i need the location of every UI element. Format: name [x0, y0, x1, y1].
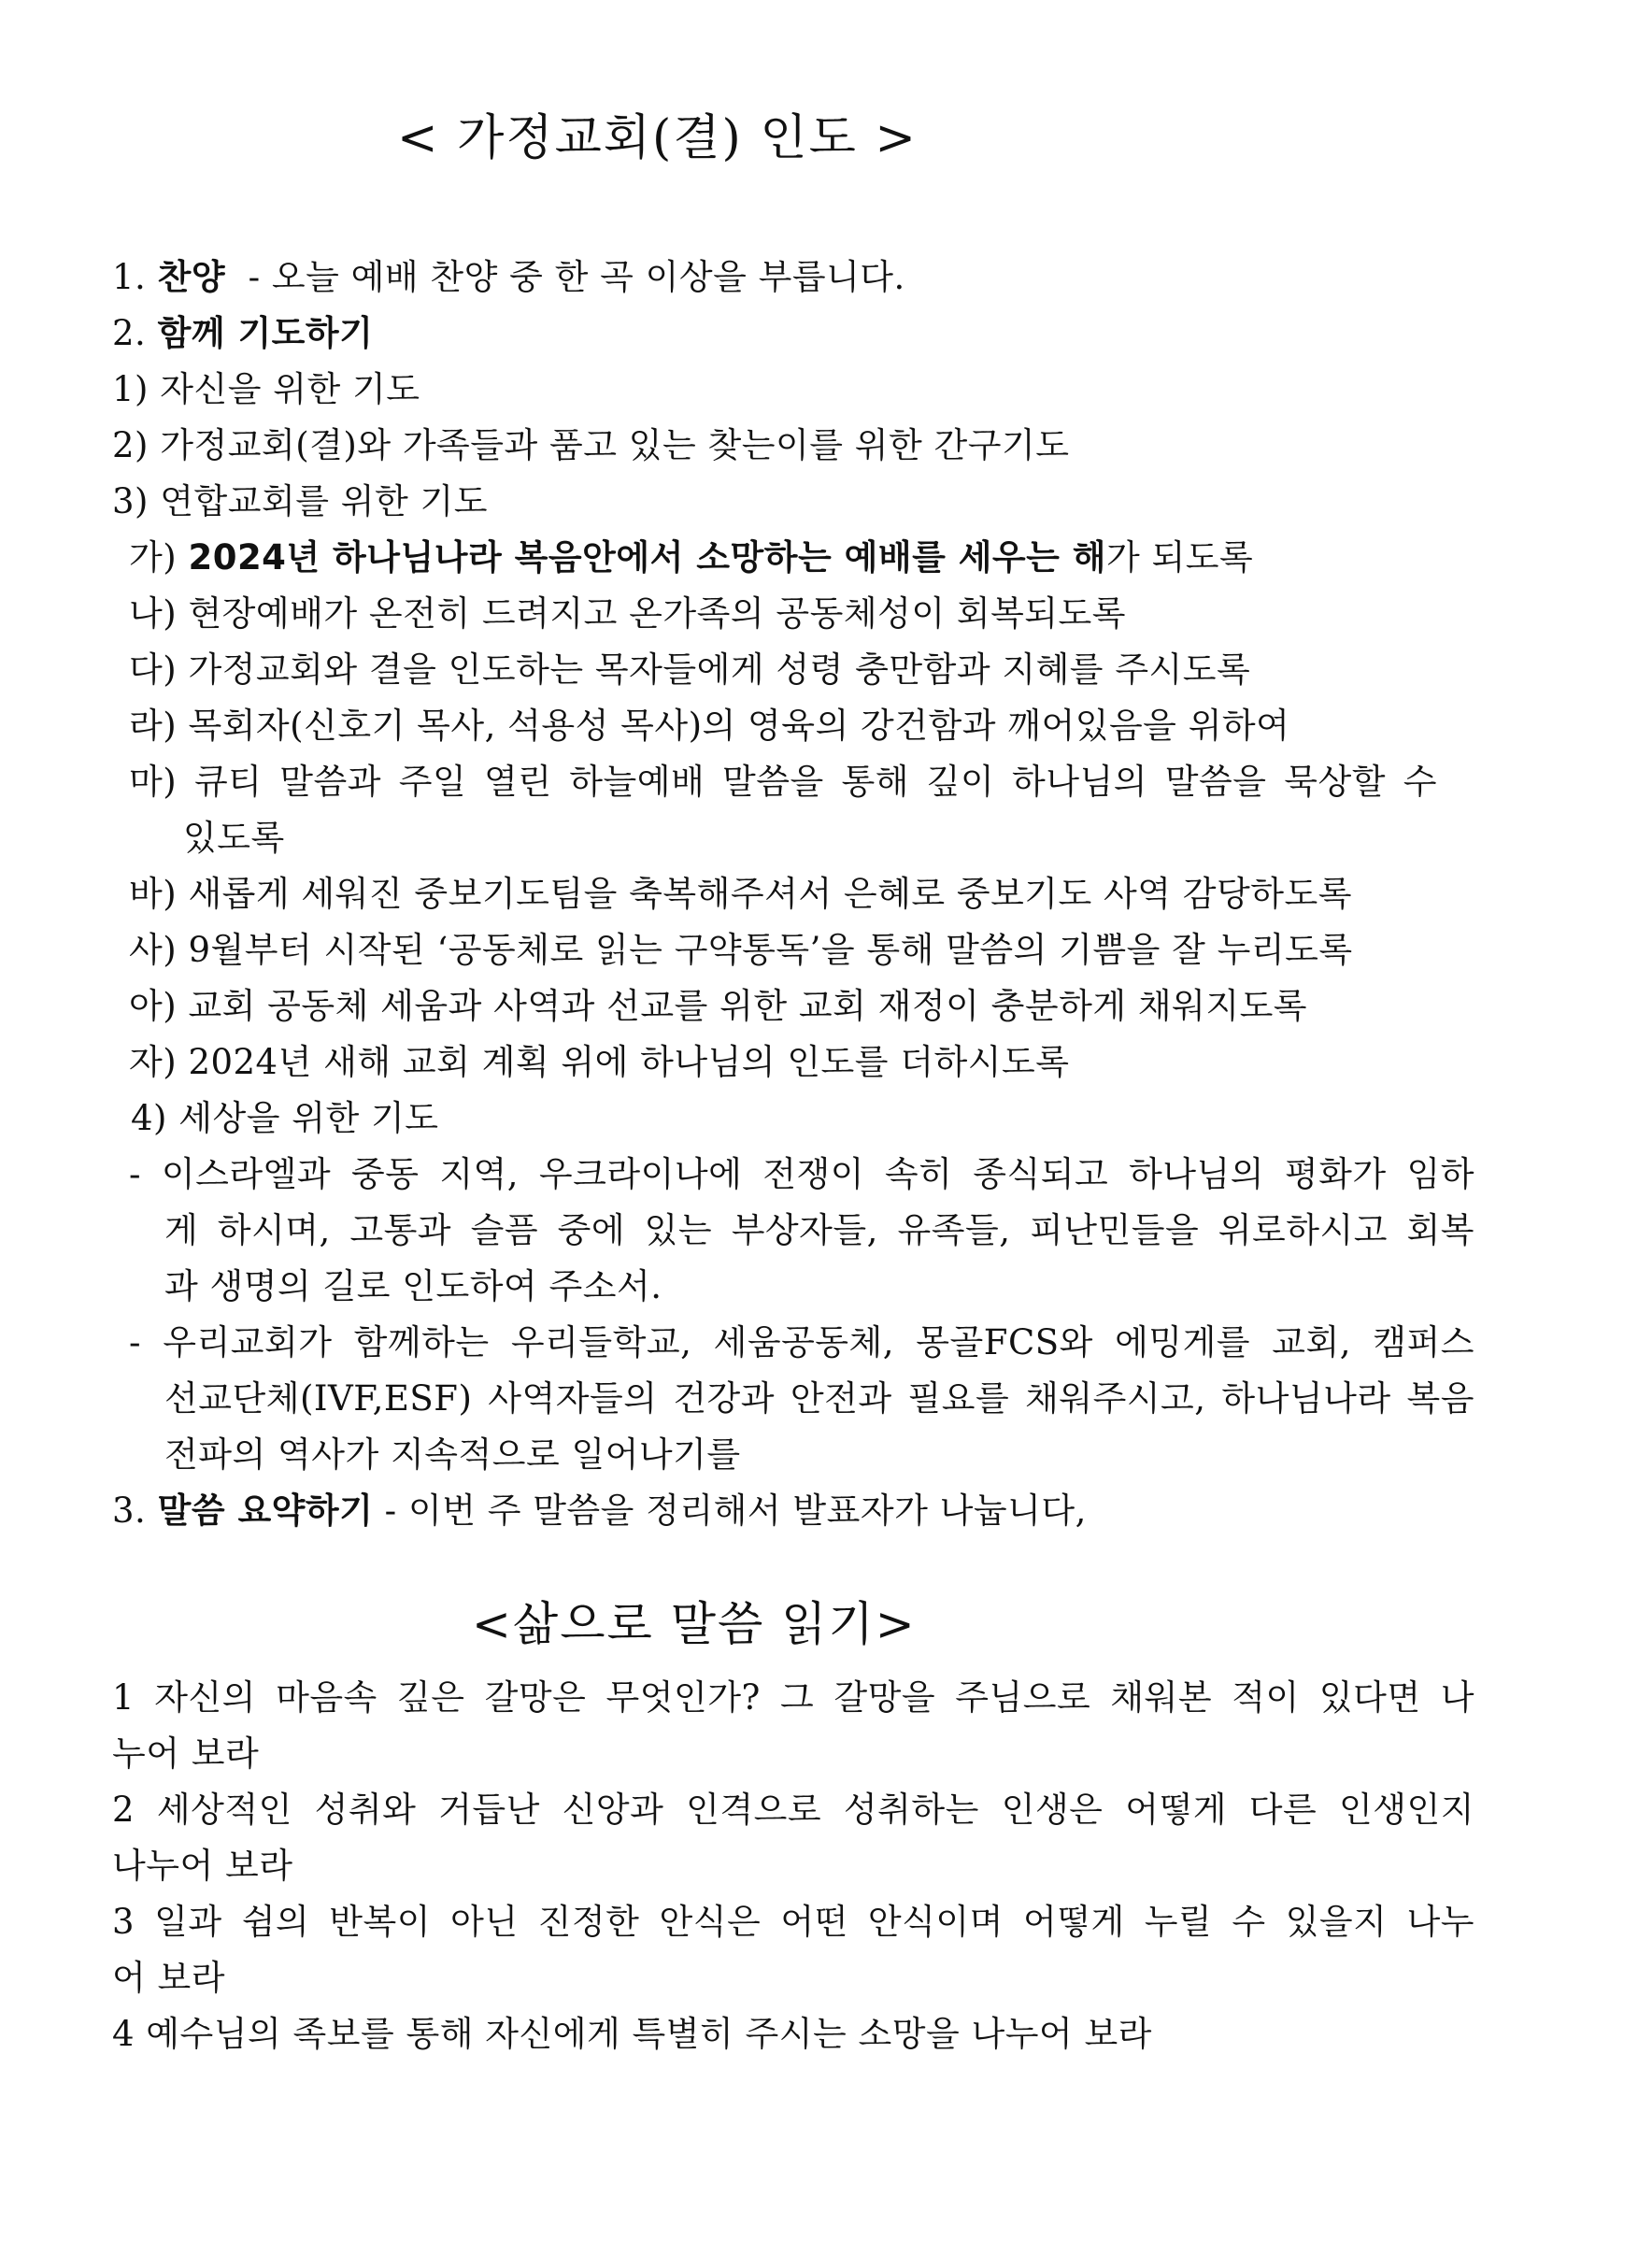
item-sermon-summary: [112, 1484, 1087, 1538]
church-item-ra: 라) 목회자(신호기 목사, 석용성 목사)의 영육의 강건함과 깨어있음을 위하여: [129, 706, 1290, 746]
item-prayer: [112, 307, 373, 361]
item-heading: 찬양: [157, 257, 226, 297]
prayer-world: 4) 세상을 위한 기도: [131, 1098, 439, 1138]
church-item-ga: [129, 531, 1253, 585]
church-item-ma-cont: 있도록: [183, 818, 285, 858]
church-item-a: 아) 교회 공동체 세움과 사역과 선교를 위한 교회 재정이 충분하게 채워지도록: [129, 986, 1308, 1026]
world-item-1a: - 이스라엘과 중동 지역, 우크라이나에 전쟁이 속히 종식되고 하나님의 평화가 임하: [129, 1154, 1474, 1194]
church-item-ba: 바) 새롭게 세워진 중보기도팀을 축복해주셔서 은혜로 중보기도 사역 감당하도록: [129, 874, 1353, 914]
world-item-2b: 선교단체(IVF,ESF) 사역자들의 건강과 안전과 필요를 채워주시고, 하나님나라 복음: [164, 1378, 1474, 1419]
item-heading: 말씀 요약하기: [157, 1491, 374, 1531]
item-praise: [112, 250, 905, 305]
item-number: 2.: [112, 313, 158, 353]
world-item-1b: 게 하시며, 고통과 슬픔 중에 있는 부상자들, 유족들, 피난민들을 위로하시고 회복: [164, 1210, 1474, 1250]
item-number: 1.: [112, 257, 158, 297]
highlight-text: 2024년 하나님나라 복음안에서 소망하는 예배를 세우는 해: [188, 537, 1107, 578]
question-2-cont: 나누어 보라: [112, 1846, 293, 1886]
question-4: 4 예수님의 족보를 통해 자신에게 특별히 주시는 소망을 나누어 보라: [112, 2014, 1152, 2054]
world-item-1c: 과 생명의 길로 인도하여 주소서.: [164, 1266, 662, 1306]
world-item-2a: - 우리교회가 함께하는 우리들학교, 세움공동체, 몽골FCS와 에밍게를 교회, 캠퍼스: [129, 1322, 1474, 1362]
item-text: 가 되도록: [1106, 537, 1254, 578]
item-text: - 이번 주 말씀을 정리해서 발표자가 나눕니다,: [373, 1491, 1087, 1531]
church-item-ma: 마) 큐티 말씀과 주일 열린 하늘예배 말씀을 통해 깊이 하나님의 말씀을 묵상할 수: [129, 762, 1437, 802]
church-item-ja: 자) 2024년 새해 교회 계획 위에 하나님의 인도를 더하시도록: [129, 1042, 1070, 1082]
question-3: 3 일과 쉼의 반복이 아닌 진정한 안식은 어떤 안식이며 어떻게 누릴 수 있을지 나누: [112, 1902, 1474, 1942]
prayer-family: 2) 가정교회(결)와 가족들과 품고 있는 찾는이를 위한 간구기도: [112, 425, 1070, 465]
item-number: 3.: [112, 1491, 158, 1531]
item-heading: 함께 기도하기: [157, 313, 374, 353]
page-title: < 가정교회(결) 인도 >: [397, 110, 918, 166]
question-2: 2 세상적인 성취와 거듭난 신앙과 인격으로 성취하는 인생은 어떻게 다른 인생인지: [112, 1790, 1474, 1830]
item-text: - 오늘 예배 찬양 중 한 곡 이상을 부릅니다.: [225, 257, 905, 297]
world-item-2c: 전파의 역사가 지속적으로 일어나기를: [164, 1434, 741, 1475]
prayer-self: 1) 자신을 위한 기도: [112, 369, 420, 409]
question-3-cont: 어 보라: [112, 1958, 225, 1998]
sub-label: 가): [129, 537, 189, 578]
question-1: 1 자신의 마음속 깊은 갈망은 무엇인가? 그 갈망을 주님으로 채워본 적이 있다면 나: [112, 1677, 1474, 1718]
church-item-na: 나) 현장예배가 온전히 드려지고 온가족의 공동체성이 회복되도록: [129, 593, 1127, 634]
section-title: <삶으로 말씀 읽기>: [472, 1597, 917, 1651]
church-item-sa: 사) 9월부터 시작된 ‘공동체로 읽는 구약통독’을 통해 말씀의 기쁨을 잘 누리도록: [129, 930, 1353, 970]
question-1-cont: 누어 보라: [112, 1733, 260, 1774]
prayer-church: 3) 연합교회를 위한 기도: [112, 481, 488, 521]
church-item-da: 다) 가정교회와 결을 인도하는 목자들에게 성령 충만함과 지혜를 주시도록: [129, 649, 1251, 690]
